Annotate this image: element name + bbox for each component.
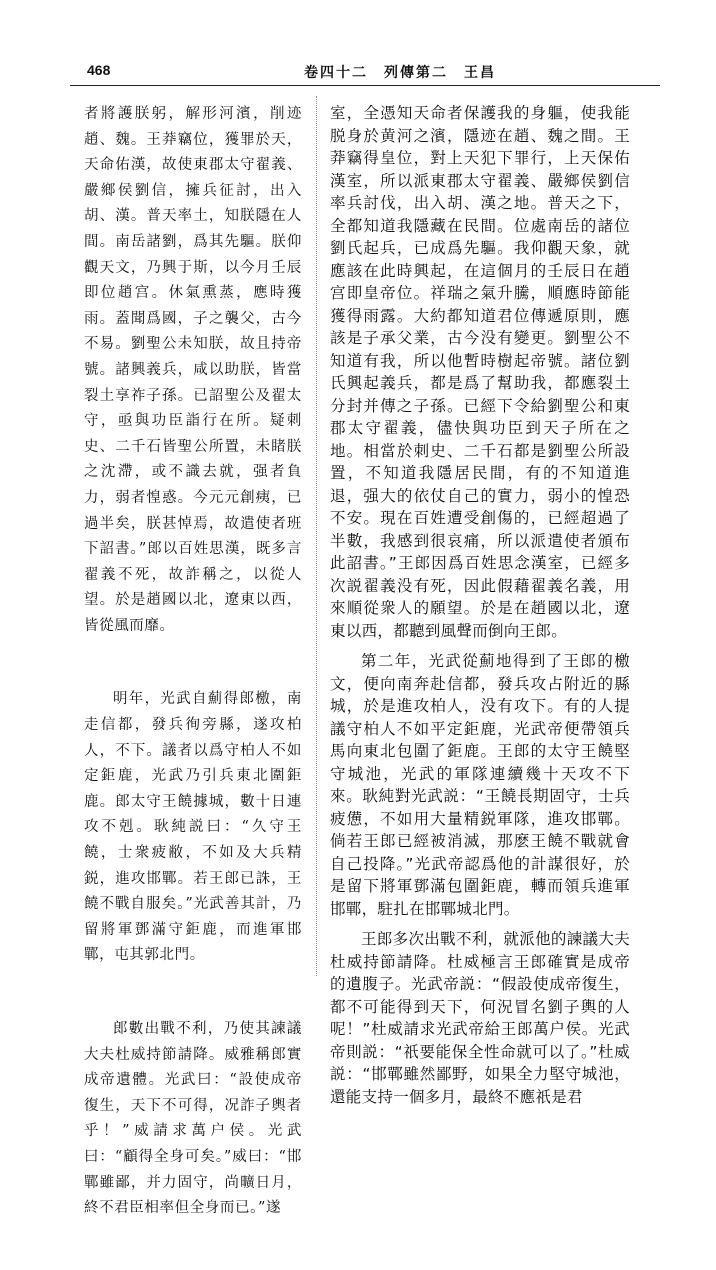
translation-paragraph: 第二年，光武從薊地得到了王郎的檄文，便向南奔赴信都，發兵攻占附近的縣城，於是進攻柏人，没有攻下。有的人提議守柏人不如平定鉅鹿，光武帝便帶領兵馬向東北包圍了鉅鹿。王郎的太守王饒堅守城池，光武的軍隊連續幾十天攻不下來。耿純對光武説：“王饒長期固守，士兵疲憊，不如用大量精鋭軍隊，進攻邯鄲。倘若王郎已經被消滅，那麽王饒不戰就會自己投降。”光武帝認爲他的計謀很好，於是留下將軍鄧滿包圍鉅鹿，轉而領兵進軍邯鄲，駐扎在邯鄲城北門。 (330, 652, 630, 918)
translation-paragraph: 室，全憑知天命者保護我的身軀，使我能脱身於黄河之濱，隱迹在趙、魏之間。王莽竊得皇位，對上天犯下罪行，上天保佑漢室，所以派東郡太守翟義、嚴鄉侯劉信率兵討伐，出入胡、漢之地。普天之下，全都知道我隱藏在民間。位處南岳的諸位劉氏起兵，已成爲先驅。我仰觀天象，就應該在此時興起，在這個月的壬辰日在趙宫即皇帝位。祥瑞之氣升騰，順應時節能獲得雨露。大約都知道君位傳遞原則，應該是子承父業，古今没有變更。劉聖公不知道有我，所以他暫時樹起帝號。諸位劉氏興起義兵，都是爲了幫助我，都應裂土分封并傳之子孫。已經下令給劉聖公和東郡太守翟義，儘快與功臣到天子所在之地。相當於刺史、二千石都是劉聖公所設置，不知道我隱居民間，有的不知道進退，强大的依仗自己的實力，弱小的惶恐不安。現在百姓遭受創傷的，已經超過了半數，我感到很哀痛，所以派遣使者頒布此詔書。”王郎因爲百姓思念漢室，已經多次説翟義没有死，因此假藉翟義名義，用來順從衆人的願望。於是在趙國以北，遼東以西，都聽到風聲而倒向王郎。 (330, 104, 630, 640)
page-number: 468 (87, 62, 111, 78)
classical-paragraph: 郎數出戰不利，乃使其諫議大夫杜威持節請降。威雅稱郎實成帝遺體。光武曰：“設使成帝復生，天下不可得，况詐子輿者乎！”威請求萬户侯。光武曰：“顧得全身可矣。”威曰：“邯鄲雖鄙，并力固守，尚曠日月，終不君臣相率但全身而已。”遂 (84, 1021, 302, 1217)
translation-paragraph: 王郎多次出戰不利，就派他的諫議大夫杜威持節請降。杜威極言王郎確實是成帝的遺腹子。光武帝説：“假設使成帝復生，都不可能得到天下，何況冒名劉子輿的人呢！”杜威請求光武帝給王郎萬户侯。光武帝則説：“祇要能保全性命就可以了。”杜威説：“邯鄲雖然鄙野，如果全力堅守城池，還能支持一個多月，最終不應祇是君 (330, 930, 630, 1106)
classical-paragraph: 者將護朕躬，解形河濱，削迹趙、魏。王莽竊位，獲罪於天，天命佑漢，故使東郡太守翟義、嚴鄉侯劉信，擁兵征討，出入胡、漢。普天率土，知朕隱在人間。南岳諸劉，爲其先驅。朕仰觀天文，乃興于斯，以今月壬辰即位趙宫。休氣熏蒸，應時獲雨。蓋聞爲國，子之襲父，古今不易。劉聖公未知朕，故且持帝號。諸興義兵，咸以助朕，皆當裂土享祚子孫。已詔聖公及翟太守，亟與功臣詣行在所。疑刺史、二千石皆聖公所置，未睹朕之沈滯，或不識去就，强者負力，弱者惶惑。今元元創痍，已過半矣，朕甚悼焉，故遣使者班下詔書。”郎以百姓思漢，既多言翟義不死，故詐稱之，以從人望。於是趙國以北，遼東以西，皆從風而靡。 (84, 106, 302, 634)
classical-text-column (84, 102, 302, 1270)
column-divider (316, 96, 317, 976)
running-title: 卷四十二 列傳第二 王昌 (304, 65, 496, 81)
header-rule (70, 85, 660, 86)
translation-column (330, 102, 630, 1116)
classical-paragraph: 明年，光武自薊得郎檄，南走信都，發兵徇旁縣，遂攻柏人，不下。議者以爲守柏人不如定鉅鹿，光武乃引兵東北圍鉅鹿。郎太守王饒據城，數十日連攻不剋。耿純説曰：“久守王饒，士衆疲敝，不如及大兵精鋭，進攻邯鄲。若王郎已誅，王饒不戰自服矣。”光武善其計，乃留將軍鄧滿守鉅鹿，而進軍邯鄲，屯其郭北門。 (84, 691, 302, 964)
